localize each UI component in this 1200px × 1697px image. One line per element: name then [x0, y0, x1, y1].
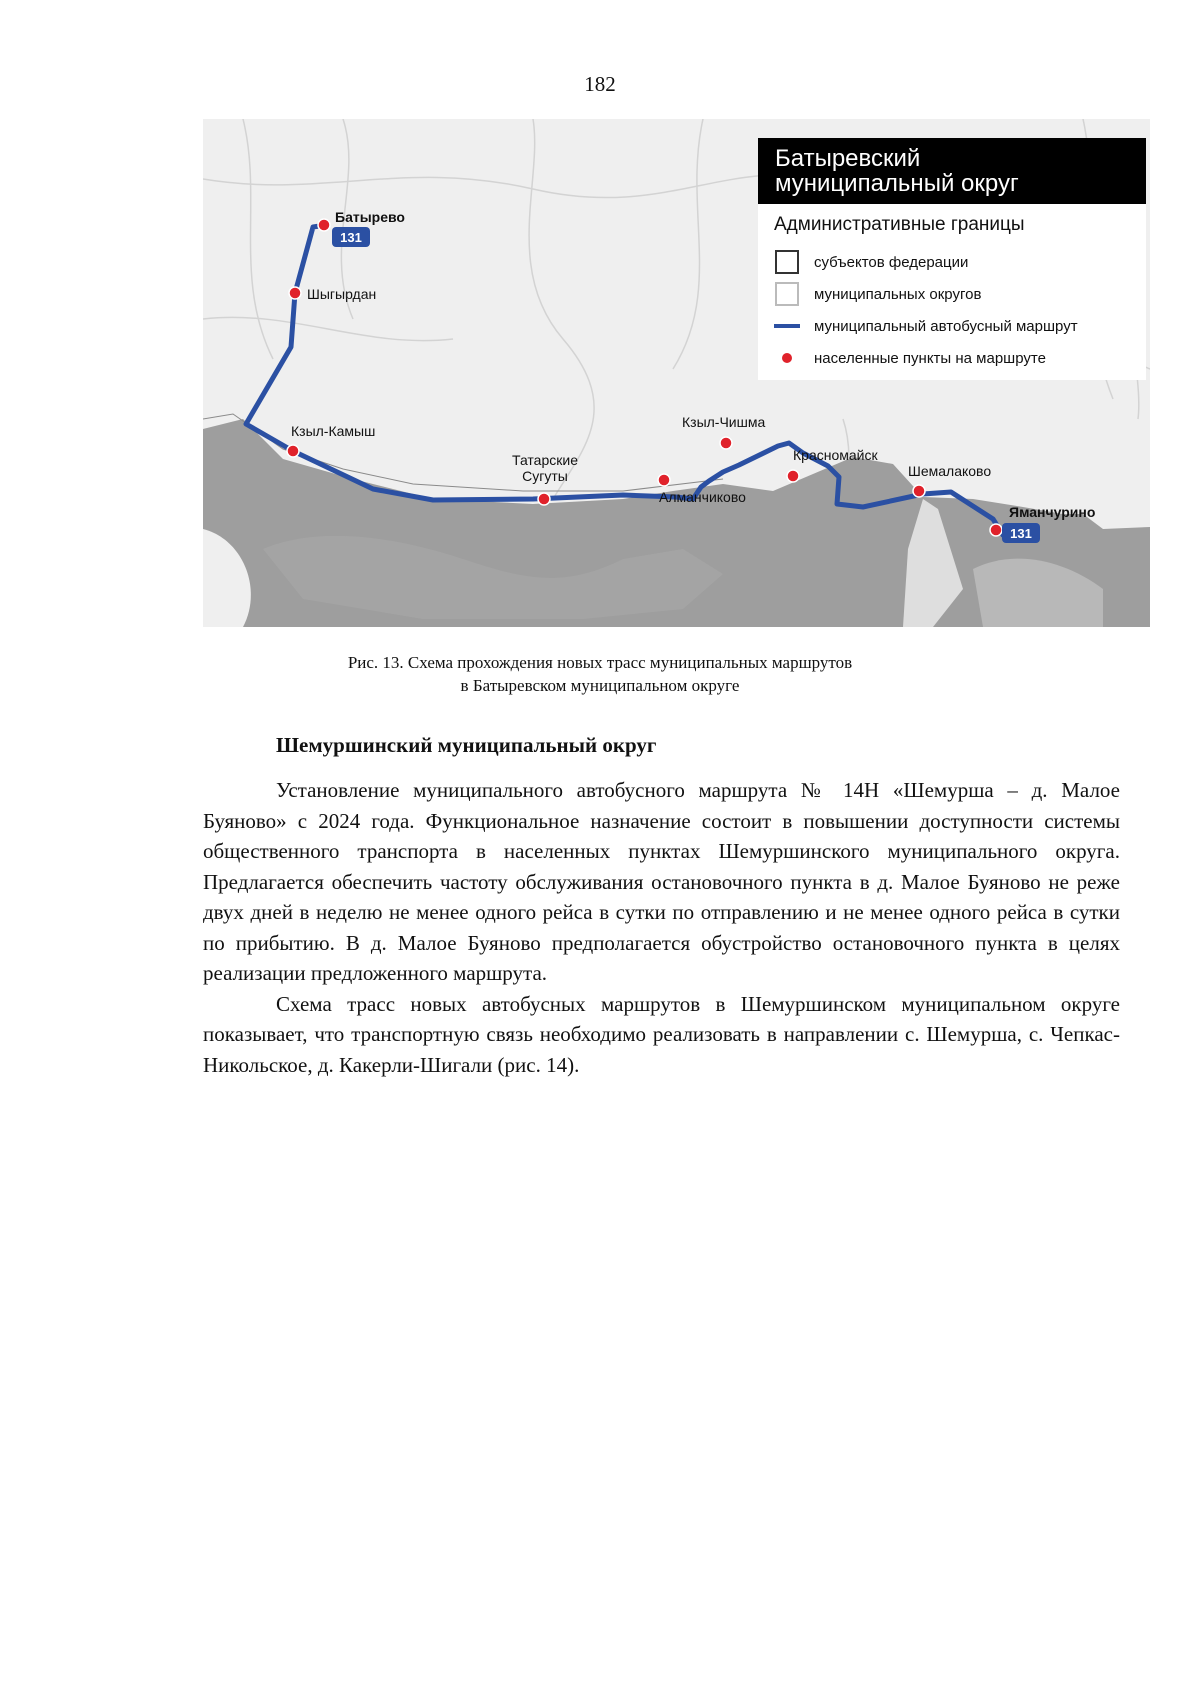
body-text [203, 775, 1120, 1080]
label-kzyl-chishma: Кзыл-Чишма [682, 414, 766, 430]
figure-caption [0, 651, 1200, 697]
legend-item-label: населенные пункты на маршруте [814, 349, 1046, 367]
label-shygyrdan: Шыгырдан [307, 286, 377, 302]
label-yamanchurino: Яманчурино [1009, 504, 1096, 520]
label-suguty: Сугуты [522, 468, 568, 484]
stop-tatarskie-suguty [538, 493, 550, 505]
page-number: 182 [584, 72, 616, 96]
legend-title-line2: муниципальный округ [775, 170, 1019, 197]
stop-krasnomaysk [787, 470, 799, 482]
label-tatarskie: Татарские [512, 452, 578, 468]
legend-subtitle: Административные границы [774, 214, 1025, 235]
route-badge-end [1002, 523, 1040, 543]
stop-almanchikovo [658, 474, 670, 486]
label-batyrevo: Батырево [335, 209, 405, 225]
blue-line-icon [774, 324, 800, 328]
section-heading: Шемуршинский муниципальный округ [276, 733, 657, 757]
legend-item-settlements [772, 342, 1132, 374]
caption-line2: в Батыревском муниципальном округе [460, 676, 740, 695]
label-almanchikovo: Алманчиково [659, 489, 746, 505]
label-krasnomaysk: Красномайск [793, 447, 878, 463]
stop-batyrevo [318, 219, 330, 231]
legend-item-label: муниципальных округов [814, 285, 982, 303]
paragraph-1: Установление муниципального автобусного маршрута № 14Н «Шемурша – д. Малое Буяново» с 2024 года. Функциональное назначение состоит в повышении доступности системы общественного транспорта в населенных пунктах Шемуршинского муниципального округа. Предлагается обеспечить частоту обслуживания остановочного пункта в д. Малое Буяново не реже двух дней в неделю не менее одного рейса в сутки по отправлению и не менее одного рейса в сутки по прибытию. В д. Малое Буяново предполагается обустройство остановочного пункта в целях реализации предложенного маршрута. [203, 778, 1120, 985]
stop-kzyl-kamysh [287, 445, 299, 457]
caption-line1: Рис. 13. Схема прохождения новых трасс муниципальных маршрутов [347, 653, 853, 672]
stop-yamanchurino [990, 524, 1002, 536]
stop-shemalakovo [913, 485, 925, 497]
legend-item-bus-route [772, 310, 1132, 342]
legend-title-line1: Батыревский [775, 145, 921, 172]
paragraph-2: Схема трасс новых автобусных маршрутов в Шемуршинском муниципальном округе показывает, что транспортную связь необходимо реализовать в направлении с. Шемурша, с. Чепкас-Никольское, д. Какерли-Шигали (рис. 14). [203, 991, 1120, 1077]
legend-item-label: субъектов федерации [814, 253, 969, 271]
legend-item-label: муниципальный автобусный маршрут [814, 317, 1078, 335]
legend-item-federal-boundary [772, 246, 1132, 278]
light-square-icon [774, 282, 800, 306]
route-number-label: 131 [1010, 526, 1032, 541]
route-badge-start [332, 227, 370, 247]
red-dot-icon [774, 353, 800, 363]
label-kzyl-kamysh: Кзыл-Камыш [291, 423, 376, 439]
map-legend [758, 138, 1146, 380]
route-number-label: 131 [340, 230, 362, 245]
label-shemalakovo: Шемалаково [908, 463, 992, 479]
legend-item-municipal-boundary [772, 278, 1132, 310]
dark-square-icon [774, 250, 800, 274]
stop-shygyrdan [289, 287, 301, 299]
legend-title [758, 138, 1146, 204]
stop-kzyl-chishma [720, 437, 732, 449]
